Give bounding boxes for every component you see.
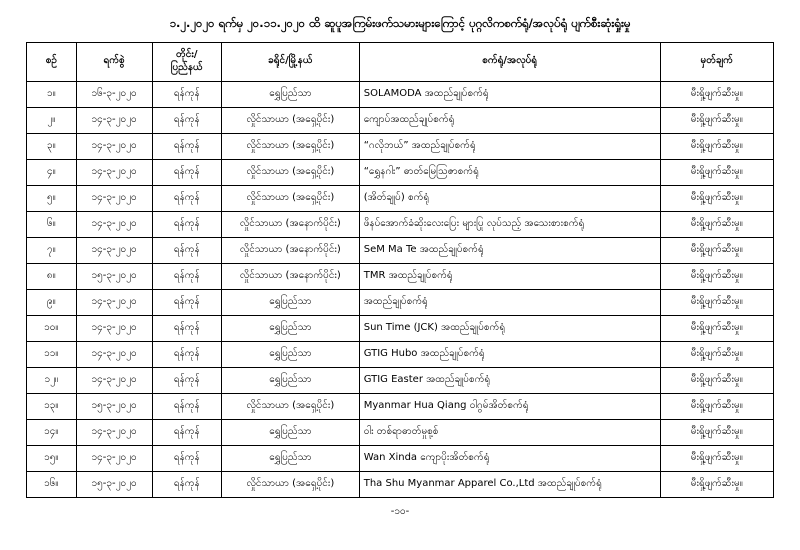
cell-township: ရွှေပြည်သာ [222, 419, 360, 445]
cell-township: လှိုင်သာယာ (အရှေ့ပိုင်း) [222, 471, 360, 497]
cell-no: ၁၄။ [27, 419, 77, 445]
page-number: -၁ဝ- [390, 505, 410, 517]
cell-date: ၁၄-၃-၂၀၂၀ [76, 289, 152, 315]
cell-township: လှိုင်သာယာ (အရှေ့ပိုင်း) [222, 393, 360, 419]
cell-no: ၆။ [27, 211, 77, 237]
cell-remark: မီးရှို့ဖျက်ဆီးမှု။ [660, 107, 774, 133]
cell-no: ၁၆။ [27, 471, 77, 497]
column-header-remark: မှတ်ချက် [660, 42, 774, 81]
table-row [27, 81, 774, 107]
cell-no: ၃။ [27, 133, 77, 159]
cell-township: ရွှေပြည်သာ [222, 315, 360, 341]
cell-date: ၁၄-၃-၂၀၂၀ [76, 159, 152, 185]
cell-remark: မီးရှို့ဖျက်ဆီးမှု။ [660, 237, 774, 263]
table-row [27, 289, 774, 315]
cell-date: ၁၄-၃-၂၀၂၀ [76, 133, 152, 159]
cell-no: ၂။ [27, 107, 77, 133]
cell-date: ၁၅-၃-၂၀၂၀ [76, 263, 152, 289]
cell-region: ရန်ကုန် [152, 315, 221, 341]
cell-remark: မီးရှို့ဖျက်ဆီးမှု။ [660, 419, 774, 445]
cell-region: ရန်ကုန် [152, 341, 221, 367]
table-row [27, 211, 774, 237]
cell-region: ရန်ကုန် [152, 471, 221, 497]
cell-date: ၁၅-၃-၂၀၂၀ [76, 471, 152, 497]
table-header-row [27, 42, 774, 81]
column-header-factory: စက်ရုံ/အလုပ်ရုံ [359, 42, 660, 81]
cell-region: ရန်ကုန် [152, 289, 221, 315]
cell-factory: ဖိနပ်အောက်ခံဆိုးလေးပြေး များပြု လုပ်သည့် အသေးစားစက်ရုံ [359, 211, 660, 237]
cell-date: ၁၄-၃-၂၀၂၀ [76, 445, 152, 471]
column-header-region [152, 42, 221, 81]
table-row [27, 419, 774, 445]
cell-date: ၁၄-၃-၂၀၂၀ [76, 367, 152, 393]
cell-remark: မီးရှို့ဖျက်ဆီးမှု။ [660, 211, 774, 237]
cell-no: ၇။ [27, 237, 77, 263]
cell-township: လှိုင်သာယာ (အနောက်ပိုင်း) [222, 237, 360, 263]
table-row [27, 263, 774, 289]
cell-no: ၁၅။ [27, 445, 77, 471]
cell-factory: ကျောပ်အထည်ချုပ်စက်ရုံ [359, 107, 660, 133]
column-header-region-line2: ပြည်နယ် [170, 61, 203, 73]
table-row [27, 315, 774, 341]
page-title: ၁.၂.၂၀၂၀ ရက်မှ ၂၀.၁၁.၂၀၂၀ ထိ ဆူပူအကြမ်းဖက်သမားများကြောင့် ပုဂ္ဂလိကစက်ရုံ/အလုပ်ရုံ ပျက်စီးဆုံးရှုံးမှု [169, 16, 631, 30]
cell-region: ရန်ကုန် [152, 263, 221, 289]
cell-region: ရန်ကုန် [152, 237, 221, 263]
cell-no: ၁၀။ [27, 315, 77, 341]
cell-region: ရန်ကုန် [152, 185, 221, 211]
table-row [27, 471, 774, 497]
cell-factory: Tha Shu Myanmar Apparel Co.,Ltd အထည်ချုပ်စက်ရုံ [359, 471, 660, 497]
cell-factory: SeM Ma Te အထည်ချုပ်စက်ရုံ [359, 237, 660, 263]
cell-remark: မီးရှို့ဖျက်ဆီးမှု။ [660, 133, 774, 159]
cell-factory: TMR အထည်ချုပ်စက်ရုံ [359, 263, 660, 289]
cell-factory: Sun Time (JCK) အထည်ချုပ်စက်ရုံ [359, 315, 660, 341]
cell-factory: ဝါး တစ်ရာဓာတ်မှုစု့စ် [359, 419, 660, 445]
cell-remark: မီးရှို့ဖျက်ဆီးမှု။ [660, 289, 774, 315]
table-header [27, 42, 774, 81]
cell-remark: မီးရှို့ဖျက်ဆီးမှု။ [660, 185, 774, 211]
cell-remark: မီးရှို့ဖျက်ဆီးမှု။ [660, 263, 774, 289]
cell-no: ၈။ [27, 263, 77, 289]
cell-remark: မီးရှို့ဖျက်ဆီးမှု။ [660, 367, 774, 393]
cell-township: ရွှေပြည်သာ [222, 81, 360, 107]
cell-township: လှိုင်သာယာ (အနောက်ပိုင်း) [222, 211, 360, 237]
cell-factory: Myanmar Hua Qiang ဝါဂွမ်အိတ်စက်ရုံ [359, 393, 660, 419]
cell-no: ၁၂။ [27, 367, 77, 393]
cell-township: ရွှေပြည်သာ [222, 367, 360, 393]
table-row [27, 237, 774, 263]
cell-region: ရန်ကုန် [152, 107, 221, 133]
damage-report-table [26, 42, 774, 498]
cell-township: ရွှေပြည်သာ [222, 445, 360, 471]
cell-date: ၁၄-၃-၂၀၂၀ [76, 237, 152, 263]
table-row [27, 159, 774, 185]
table-row [27, 393, 774, 419]
cell-remark: မီးရှို့ဖျက်ဆီးမှု။ [660, 341, 774, 367]
cell-factory: Wan Xinda ကျောပိုးအိတ်စက်ရုံ [359, 445, 660, 471]
table-row [27, 445, 774, 471]
cell-region: ရန်ကုန် [152, 367, 221, 393]
cell-no: ၅။ [27, 185, 77, 211]
cell-date: ၁၄-၃-၂၀၂၀ [76, 107, 152, 133]
cell-factory: (အိတ်ချုပ်) စက်ရုံ [359, 185, 660, 211]
cell-township: လှိုင်သာယာ (အရှေ့ပိုင်း) [222, 133, 360, 159]
cell-no: ၁၃။ [27, 393, 77, 419]
column-header-township: ခရိုင်/မြို့နယ် [222, 42, 360, 81]
cell-no: ၁၁။ [27, 341, 77, 367]
cell-township: ရွှေပြည်သာ [222, 289, 360, 315]
cell-township: လှိုင်သာယာ (အနောက်ပိုင်း) [222, 263, 360, 289]
cell-region: ရန်ကုန် [152, 81, 221, 107]
cell-no: ၄။ [27, 159, 77, 185]
cell-remark: မီးရှို့ဖျက်ဆီးမှု။ [660, 315, 774, 341]
cell-date: ၁၄-၃-၂၀၂၀ [76, 341, 152, 367]
cell-remark: မီးရှို့ဖျက်ဆီးမှု။ [660, 393, 774, 419]
cell-factory: GTIG Hubo အထည်ချုပ်စက်ရုံ [359, 341, 660, 367]
cell-no: ၁။ [27, 81, 77, 107]
cell-factory: အထည်ချုပ်စက်ရုံ [359, 289, 660, 315]
table-row [27, 367, 774, 393]
cell-township: လှိုင်သာယာ (အရှေ့ပိုင်း) [222, 107, 360, 133]
cell-date: ၁၅-၃-၂၀၂၀ [76, 393, 152, 419]
table-row [27, 185, 774, 211]
column-header-date: ရက်စွဲ [76, 42, 152, 81]
table-body [27, 81, 774, 497]
cell-remark: မီးရှို့ဖျက်ဆီးမှု။ [660, 445, 774, 471]
cell-factory: “ဂလိုဘယ်” အထည်ချုပ်စက်ရုံ [359, 133, 660, 159]
table-row [27, 133, 774, 159]
cell-factory: GTIG Easter အထည်ချုပ်စက်ရုံ [359, 367, 660, 393]
cell-region: ရန်ကုန် [152, 211, 221, 237]
cell-township: လှိုင်သာယာ (အရှေ့ပိုင်း) [222, 159, 360, 185]
cell-factory: “ရွှေနဂါး” ဓာတ်မြေဩဇာစက်ရုံ [359, 159, 660, 185]
cell-date: ၁၄-၃-၂၀၂၀ [76, 315, 152, 341]
cell-region: ရန်ကုန် [152, 393, 221, 419]
cell-no: ၉။ [27, 289, 77, 315]
cell-date: ၁၄-၃-၂၀၂၀ [76, 211, 152, 237]
cell-remark: မီးရှို့ဖျက်ဆီးမှု။ [660, 81, 774, 107]
column-header-no: စဉ် [27, 42, 77, 81]
cell-remark: မီးရှို့ဖျက်ဆီးမှု။ [660, 471, 774, 497]
cell-factory: SOLAMODA အထည်ချုပ်စက်ရုံ [359, 81, 660, 107]
cell-remark: မီးရှို့ဖျက်ဆီးမှု။ [660, 159, 774, 185]
table-row [27, 107, 774, 133]
cell-region: ရန်ကုန် [152, 159, 221, 185]
cell-date: ၁၆-၃-၂၀၂၀ [76, 81, 152, 107]
column-header-region-line1: တိုင်း/ [176, 49, 198, 61]
cell-region: ရန်ကုန် [152, 445, 221, 471]
table-row [27, 341, 774, 367]
cell-township: လှိုင်သာယာ (အရှေ့ပိုင်း) [222, 185, 360, 211]
cell-region: ရန်ကုန် [152, 133, 221, 159]
cell-date: ၁၄-၃-၂၀၂၀ [76, 185, 152, 211]
cell-date: ၁၄-၃-၂၀၂၀ [76, 419, 152, 445]
cell-township: ရွှေပြည်သာ [222, 341, 360, 367]
cell-region: ရန်ကုန် [152, 419, 221, 445]
